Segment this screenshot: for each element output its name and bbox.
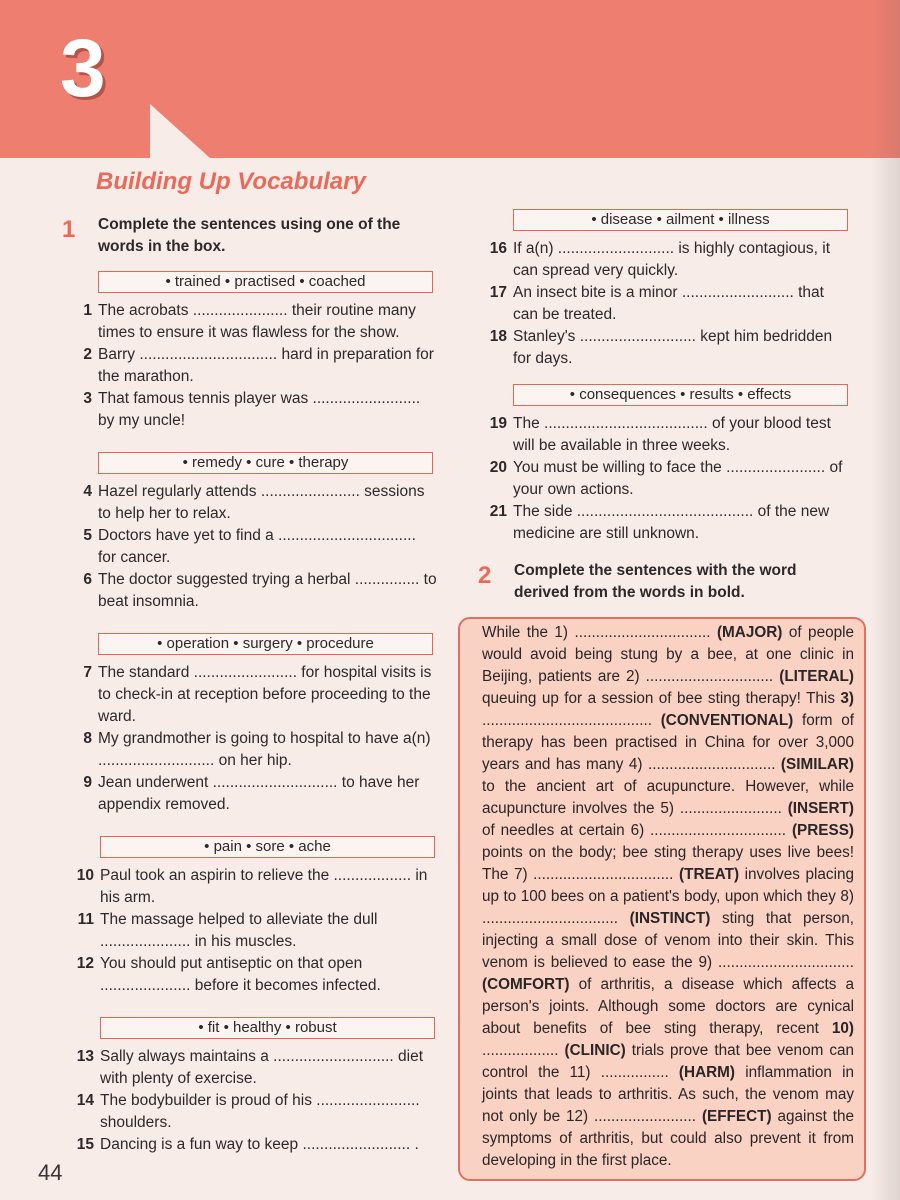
passage-keyword: (MAJOR) <box>716 624 783 641</box>
word-box-3: • operation • surgery • procedure <box>98 633 433 655</box>
passage-text: .................. <box>482 1042 565 1059</box>
word-box-7: • consequences • results • effects <box>513 384 848 406</box>
passage-keyword: (INSTINCT) <box>629 910 711 927</box>
sentence-item: 12 You should put antiseptic on that open ..................... before it becomes infected. <box>76 955 381 994</box>
passage-keyword: (EFFECT) <box>701 1108 772 1125</box>
sentence-item: 19 The ...................................... of your blood test will be available in three weeks. <box>489 415 831 454</box>
sentence-item: 14 The bodybuilder is proud of his ........................ shoulders. <box>76 1092 420 1131</box>
binding-shadow <box>870 0 900 1200</box>
passage-keyword: (INSERT) <box>787 800 854 817</box>
passage-text: of people would avoid being stung by a bee, at one clinic in Beijing, patients are 2) .............................. <box>482 624 854 685</box>
sentence-item: 7 The standard ........................ for hospital visits is to check-in at reception before proceeding to the ward. <box>83 664 432 725</box>
passage-keyword: (CONVENTIONAL) <box>660 712 794 729</box>
exercise-1-number: 1 <box>62 216 76 243</box>
passage-text: While the 1) ................................ <box>482 624 717 641</box>
sentence-item: 11 The massage helped to alleviate the dull ..................... in his muscles. <box>77 911 378 950</box>
sentence-item: 2 Barry ................................ hard in preparation for the marathon. <box>83 346 434 385</box>
unit-number: 3 <box>60 23 104 114</box>
passage-text: queuing up for a session of bee sting therapy! This <box>482 690 841 707</box>
passage-keyword: 3) <box>840 690 854 707</box>
word-box-5: • fit • healthy • robust <box>100 1017 435 1039</box>
passage-keyword: (HARM) <box>678 1064 735 1081</box>
sentence-item: 16 If a(n) ........................... is highly contagious, it can spread very quickly. <box>489 240 831 279</box>
passage-text: sting that person, injecting a small dose of venom into their skin. This venom is believed to ease the 9) ................................ <box>482 910 854 971</box>
passage-text: ........................................ <box>482 712 661 729</box>
passage-text: form of therapy has been practised in China for over 3,000 years and has many 4) .............................. <box>482 712 854 773</box>
passage-keyword: (TREAT) <box>679 866 740 883</box>
exercise-2-instruction: Complete the sentences with the word derived from the words in bold. <box>514 562 797 601</box>
sentence-item: 8 My grandmother is going to hospital to have a(n) ........................... on her hip. <box>83 730 431 769</box>
unit-header-band <box>0 0 900 158</box>
passage-keyword: (SIMILAR) <box>780 756 854 773</box>
word-box-1: • trained • practised • coached <box>98 271 433 293</box>
passage-keyword: (LITERAL) <box>779 668 854 685</box>
sentence-item: 20 You must be willing to face the ....................... of your own actions. <box>489 459 843 498</box>
passage-text: trials prove that bee venom can control the 11) ................ <box>482 1042 855 1081</box>
passage-keyword: (PRESS) <box>791 822 854 839</box>
page-number: 44 <box>38 1160 63 1185</box>
reading-passage <box>458 617 866 1181</box>
sentence-item: 21 The side ......................................... of the new medicine are still unknown. <box>489 503 830 542</box>
section-title: Building Up Vocabulary <box>96 168 366 195</box>
passage-keyword: (CLINIC) <box>564 1042 626 1059</box>
sentence-item: 3 That famous tennis player was ......................... by my uncle! <box>83 390 421 429</box>
exercise-2-number: 2 <box>478 562 492 589</box>
sentence-item: 5 Doctors have yet to find a ................................ for cancer. <box>83 527 416 566</box>
sentence-item: 4 Hazel regularly attends ....................... sessions to help her to relax. <box>83 483 425 522</box>
word-box-2: • remedy • cure • therapy <box>98 452 433 474</box>
exercise-1-instruction: Complete the sentences using one of the words in the box. <box>98 216 401 255</box>
passage-text: of needles at certain 6) ................................ <box>482 822 792 839</box>
passage-keyword: (COMFORT) <box>482 976 570 993</box>
sentence-item: 9 Jean underwent ............................. to have her appendix removed. <box>83 774 420 813</box>
sentence-item: 1 The acrobats ...................... their routine many times to ensure it was flawless for the show. <box>83 302 416 341</box>
passage-text: against the symptoms of arthritis, but could also prevent it from developing in the first place. <box>482 1108 855 1169</box>
sentence-item: 18 Stanley's ........................... kept him bedridden for days. <box>489 328 833 367</box>
passage-text: inflammation in joints that leads to arthritis. As such, the venom may not only be 12) ........................ <box>482 1064 855 1125</box>
sentence-item: 15 Dancing is a fun way to keep ......................... . <box>76 1136 419 1153</box>
sentence-item: 17 An insect bite is a minor .......................... that can be treated. <box>489 284 824 323</box>
header-tab-notch <box>150 104 210 158</box>
passage-text: to the ancient art of acupuncture. However, while acupuncture involves the 5) ........................ <box>482 778 854 817</box>
word-box-6: • disease • ailment • illness <box>513 209 848 231</box>
passage-text: involves placing up to 100 bees on a patient's body, upon which they 8) ................................ <box>482 866 854 927</box>
sentence-item: 13 Sally always maintains a ............................ diet with plenty of exercise. <box>76 1048 424 1087</box>
passage-keyword: 10) <box>831 1020 854 1037</box>
sentence-item: 6 The doctor suggested trying a herbal ............... to beat insomnia. <box>83 571 437 610</box>
passage-text: points on the body; bee sting therapy uses live bees! The 7) ................................. <box>482 844 854 883</box>
sentence-item: 10 Paul took an aspirin to relieve the .................. in his arm. <box>76 867 428 906</box>
passage-text: of arthritis, a disease which affects a person's joints. Although some doctors are cynical about benefits of bee sting therapy, recent <box>482 976 854 1037</box>
word-box-4: • pain • sore • ache <box>100 836 435 858</box>
